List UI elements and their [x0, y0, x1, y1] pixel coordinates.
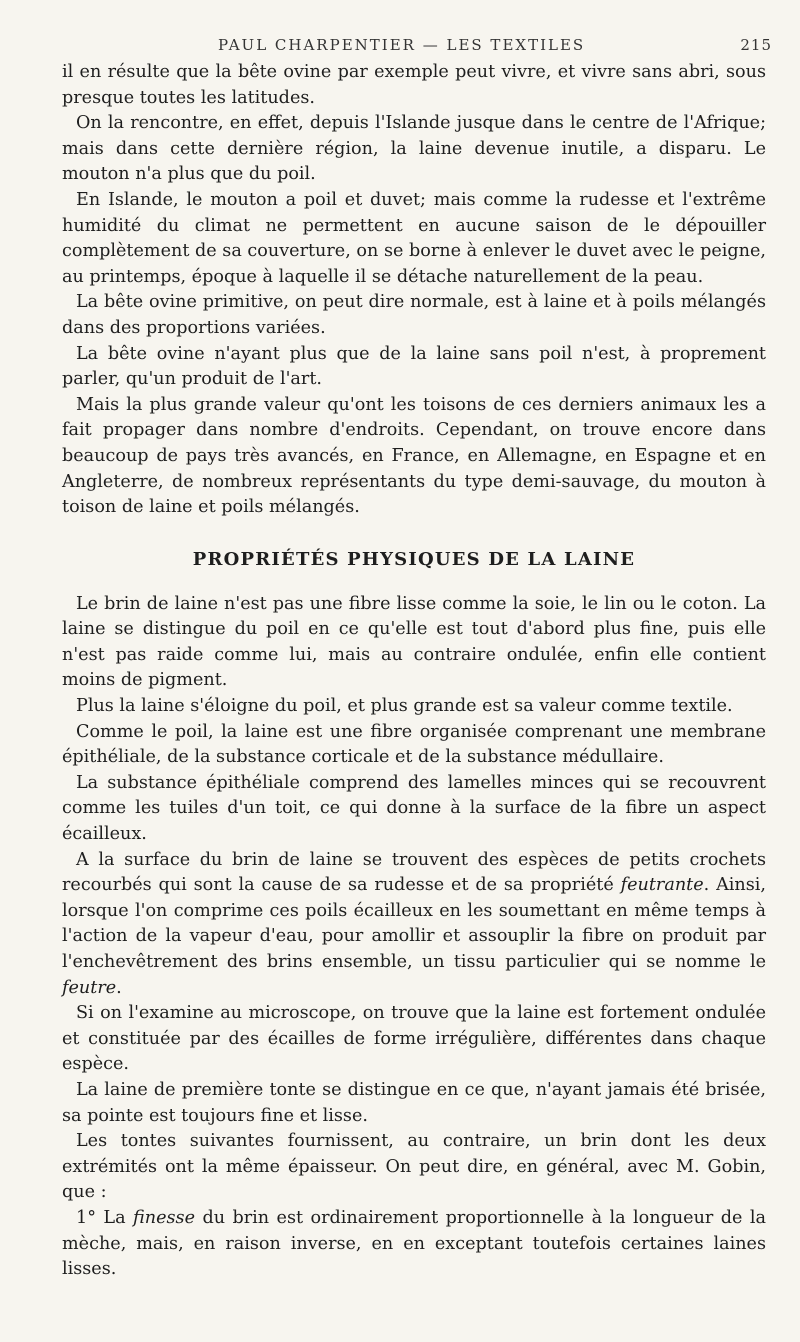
paragraph: Le brin de laine n'est pas une fibre lisse comme la soie, le lin ou le coton. La laine se distingue du poil en ce qu'elle est tout d'abord plus fine, puis elle n'est pas raide comme lui, mais au contraire ondulée, enfin elle contient moins de pigment. — [62, 593, 766, 691]
paragraph-text: 1° La — [76, 1207, 126, 1228]
paragraph-text: du brin est ordinairement proportionnelle à la longueur de la mèche, mais, en raison inverse, en en exceptant toutefois certaines laines lisses. — [62, 1207, 766, 1280]
italic-term: feutre — [62, 977, 117, 998]
paragraph: La substance épithéliale comprend des lamelles minces qui se recouvrent comme les tuiles d'un toit, ce qui donne à la surface de la fibre un aspect écailleux. — [62, 772, 766, 845]
running-title: PAUL CHARPENTIER — LES TEXTILES — [218, 36, 586, 54]
book-page — [62, 36, 772, 1283]
section-heading: PROPRIÉTÉS PHYSIQUES DE LA LAINE — [192, 548, 636, 570]
running-head — [62, 36, 772, 60]
paragraph: Mais la plus grande valeur qu'ont les toisons de ces derniers animaux les a fait propager dans nombre d'endroits. Cependant, on trouve encore dans beaucoup de pays très avancés, en France, en Allemagne, en Espagne et en Angleterre, de nombreux représentants du type demi-sauvage, du mouton à toison de laine et poils mélangés. — [62, 394, 766, 518]
page-number: 215 — [740, 36, 772, 54]
paragraph: On la rencontre, en effet, depuis l'Islande jusque dans le centre de l'Afrique; mais dans cette dernière région, la laine devenue inutile, a disparu. Le mouton n'a plus que du poil. — [62, 113, 766, 185]
paragraph-text: . — [116, 977, 122, 998]
paragraph: La bête ovine n'ayant plus que de la laine sans poil n'est, à proprement parler, qu'un produit de l'art. — [62, 343, 766, 390]
paragraph-text: . Ainsi, lorsque l'on comprime ces poils écailleux en les soumettant en même temps à l'action de la vapeur d'eau, pour amollir et assouplir la fibre on produit par l'enchevêtrement des brins ensemble, un tissu particulier qui se nomme le — [62, 875, 766, 972]
paragraph: En Islande, le mouton a poil et duvet; mais comme la rudesse et l'extrême humidité du climat ne permettent en aucune saison de le dépouiller complètement de sa couverture, on se borne à enlever le duvet avec le peigne, au printemps, époque à laquelle il se détache naturellement de la peau. — [62, 189, 766, 287]
paragraph — [62, 1206, 766, 1283]
paragraph: Plus la laine s'éloigne du poil, et plus grande est sa valeur comme textile. — [76, 696, 733, 717]
paragraph: Les tontes suivantes fournissent, au contraire, un brin dont les deux extrémités ont la même épaisseur. On peut dire, en général, avec M. Gobin, que : — [62, 1131, 766, 1203]
paragraph — [62, 848, 766, 1002]
paragraph: il en résulte que la bête ovine par exemple peut vivre, et vivre sans abri, sous presque toutes les latitudes. — [62, 62, 766, 108]
paragraph: Comme le poil, la laine est une fibre organisée comprenant une membrane épithéliale, de la substance corticale et de la substance médullaire. — [62, 721, 766, 768]
paragraph: La laine de première tonte se distingue en ce que, n'ayant jamais été brisée, sa pointe est toujours fine et lisse. — [62, 1079, 766, 1126]
paragraph: Si on l'examine au microscope, on trouve que la laine est fortement ondulée et constituée par des écailles de forme irrégulière, différentes dans chaque espèce. — [62, 1003, 766, 1075]
italic-term: feutrante — [620, 875, 704, 896]
italic-term: finesse — [133, 1207, 195, 1228]
paragraph-text: A la surface du brin de laine se trouvent des espèces de petits crochets recourbés qui sont la cause de sa rudesse et de sa propriété — [62, 849, 766, 896]
paragraph: La bête ovine primitive, on peut dire normale, est à laine et à poils mélangés dans des proportions variées. — [62, 292, 766, 338]
